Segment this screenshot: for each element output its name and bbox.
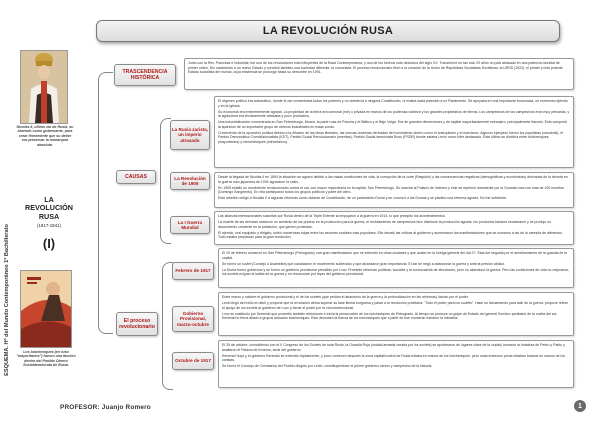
bolshevik-poster-image — [20, 270, 72, 348]
main-bracket — [98, 72, 113, 334]
node-proceso-revolucionario: El proceso revolucionario — [116, 312, 158, 336]
content-revolucion-1905: Desde la llegada de Nicolás II en 1894 la situación se agravó debido a las malas condiciones de vida, la corrupción de la corte (Rasputín) y las consecuencias negativas (demográficas y económicas) derivadas de la derrota en la guerra ruso-japonesa de 1904 agravaron la crisis. En 1905 estalló un movimiento revolucionario contra el zar, con mayor importancia en la capital, San Petersburgo. Su marcha al Palacio de Invierno y este se reprimió duramente por la Guardia rusa con más de 100 muertos (Domingo Sangriento). En ella participaron todos los grupos políticos y parte del clero. Esta rebelión obligó a Nicolás II a algunas reformas como dotarse de Constitución, de un parlamento Duma y se convocó a las Dumas y se planteó una reforma agraria. No fue suficiente. — [214, 172, 574, 208]
node-primera-guerra-mundial: La I Guerra Mundial — [170, 216, 210, 234]
content-rusia-zarista: El régimen político era autocrático, donde el zar concentraba todos los poderes y no obedecía a ninguna Constitución, ni existía nada parecido a un Parlamento. Se apoyaba en una importante burocracia, un numeroso ejército y en la Iglesia. Su economía era eminentemente agraria. La propiedad de la tierra era comunal (mir) o privada en manos de los poderosa nobleza y los grandes propietarios de tierras. Los campesinos de los campesinos eran muy precarias, y la agricultura era técnicamente atrasada y poco productiva. Una industrialización concentrada en San Petersburgo, Moscú, la parte rusa de Polonia y el Báltico y el Bajo Volga. Era de grandes dimensiones y de capital mayoritariamente extranjero, principalmente francés. Esto comportó la aparición de un importante grupo de obreros industriales en estas zonas. Crecimiento de la oposición política debido a la difusión de las ideas liberales, las nuevas doctrinas derivadas del movimiento obrero como el anarquismo y el marxismo. Algunos ejemplos fueron los populistas (narodniki), el Partido Democrático Constitucionalista (KDT), Partido Social Revolucionario (eseritas), Partido Social-demócrata Ruso (PSDR) donde estaba Lenin como líder destacado. Este último se dividiría entre bolcheviques (mayoritarios) y mencheviques (minoritarios). — [214, 96, 574, 168]
node-rusia-zarista: La Rusia zarista, un imperio atrasado — [170, 120, 210, 150]
node-revolucion-1905: La Revolución de 1905 — [170, 172, 210, 190]
main-topic-title: LA REVOLUCIÓN RUSA — [25, 195, 73, 221]
main-topic — [22, 196, 76, 251]
node-gobierno-provisional: Gobierno Provisional, marzo-octubre — [172, 306, 214, 332]
main-topic-dates: (1917-1941) — [37, 222, 61, 228]
node-febrero-1917: Febrero de 1917 — [172, 262, 214, 280]
page-title-text: LA REVOLUCIÓN RUSA — [262, 25, 394, 37]
node-octubre-1917: Octubre de 1917 — [172, 352, 214, 370]
content-gobierno-provisional: Entre marzo y octubre el gobierno provisional y el de los soviets (que pedían el abandono de la guerra y la profundización en las reformas) luchan por el poder. Lenin llegó del exilio en abril y propone que la revolución debía superar su fase liberal burguesa y pasar a la revolución proletaria: "Todo el poder para los soviets". Hace un llamamiento para salir de la guerra, propone retirar el apoyo de los soviets al gobierno de Lvov y tomar el poder por la vía insurreccional. Lvov es sustituido por Kerenski que prometió también elecciones e inicia la persecución de los bolcheviques de Petrogrado. Al tiempo se produce un golpe de Estado del general Kornilov partidario de la vuelta del zar. Kerenski lo frena aliado a grupos armados bolcheviques. Esto demostró la fuerza de los bolcheviques que a partir de ese momento tomaron la iniciativa. — [218, 292, 574, 336]
footer-author: PROFESOR: Juanjo Romero — [60, 404, 151, 411]
side-label: ESQUEMA. Hª del Mundo Contemporáneo 1º Bachillerato — [4, 224, 10, 376]
page-title — [96, 20, 560, 42]
content-trascendencia: Junto con la Rev. Francesa e Industrial, fue uno de los revoluciones más influyentes de la Edad Contemporánea, y uno de los hechos más decisivos del siglo XX. Transformó en tan sólo 20 años un país atrasado en una potencia mundial de primer orden. Dio nacimiento a un nuevo Estado y concibió también una sociedad diferente, la comunista. El proceso revolucionario llevó a la creación de la Unión de Repúblicas Socialistas Soviéticas, la URSS (1922), el primer y más potente Estado socialista del mundo, cuya existencia se prolongó hasta su derrumbe en 1991. — [184, 58, 574, 90]
page-number: 1 — [574, 400, 586, 412]
tsar-portrait-image — [20, 50, 68, 124]
node-trascendencia: TRASCENDENCIA HISTÓRICA — [114, 64, 176, 86]
poster-caption: Los bolcheviques (en ruso "mayoritarios") fueron una facción dentro del Partido Obrero Socialdemócrata de Rusia. — [16, 350, 76, 368]
tsar-caption: Nicolás II, último zar de Rusia, su atuendo como gobernante, para crear firmemente que su deber era preservar la monarquía absoluta. — [16, 125, 74, 147]
content-primera-guerra-mundial: Las alianzas internacionales suscritas por Rusia dentro de la Triple Entente la empujaron a la guerra en 1914, lo que precipitó los acontecimientos. La muerte de las derrotas ocasionó un aumento de los precios en la producción para la guerra, el reclutamiento de campesinos hizo disminuir la producción agraria, los productos básicos escasearon y se produjo un descontento creciente en la población, que generó protestas. El ejército, mal equipado y dirigido, sufrió numerosas bajas entre los sectores sociales más populares. Ello desató las críticas al gobierno y aumentaron las manifestaciones que se sumaron a las de la carestía de alimentos. Todo estaba preparado para la gran revolución. — [214, 211, 574, 245]
content-octubre-1917: El 25 de octubre, coincidiendo con el II Congreso de los Soviets de toda Rusia, la Guardia Roja (unidad armada creada por los soviets) se apoderaron de lugares clave de la ciudad, tomaron la fortaleza de Pedro y Pablo y asaltaron el Palacio de Invierno, sede del gobierno. Kerenski huyó y el gobierno Kerenski se extendió rápidamente, y poco comenzó después la zona capital/control de Rusia estaba en manos de los bolcheviques, pero otras entonces ponía estaban todavía en manos de los zaristas. Se formó el Consejo de Comisarios del Pueblo dirigido por Lenin, constituyéndose el primer gobierno obrero y campesino de la historia. — [218, 340, 574, 388]
node-causas: CAUSAS — [116, 170, 156, 184]
content-febrero-1917: El 23 de febrero comenzó en San Petersburgo (Petrogrado) una gran manifestación que se extendió en otras ciudades y que acabó en la huelga general del día 27. Ésta fue seguida por el amotinamiento de la guardia de la capital. Se formó un soviet (Consejo o Asamblea) que canalizaron el movimiento sublevado y que alcanzaron gran importancia. El zar se negó a abandonar la guerra y ante la presión abdicó. La Duma formó gobiernos y se formó un gobierno provisional presidido por Lvov. Prometió reformas políticas, sociales y la convocatoria de elecciones, pero no abandonó la guerra. Pero las condiciones de vida no mejoraron, los soviets exigían la salida de la guerra y no reconocían por leyes del gobierno provisional. — [218, 248, 574, 288]
main-topic-numeral: (I) — [42, 235, 56, 251]
